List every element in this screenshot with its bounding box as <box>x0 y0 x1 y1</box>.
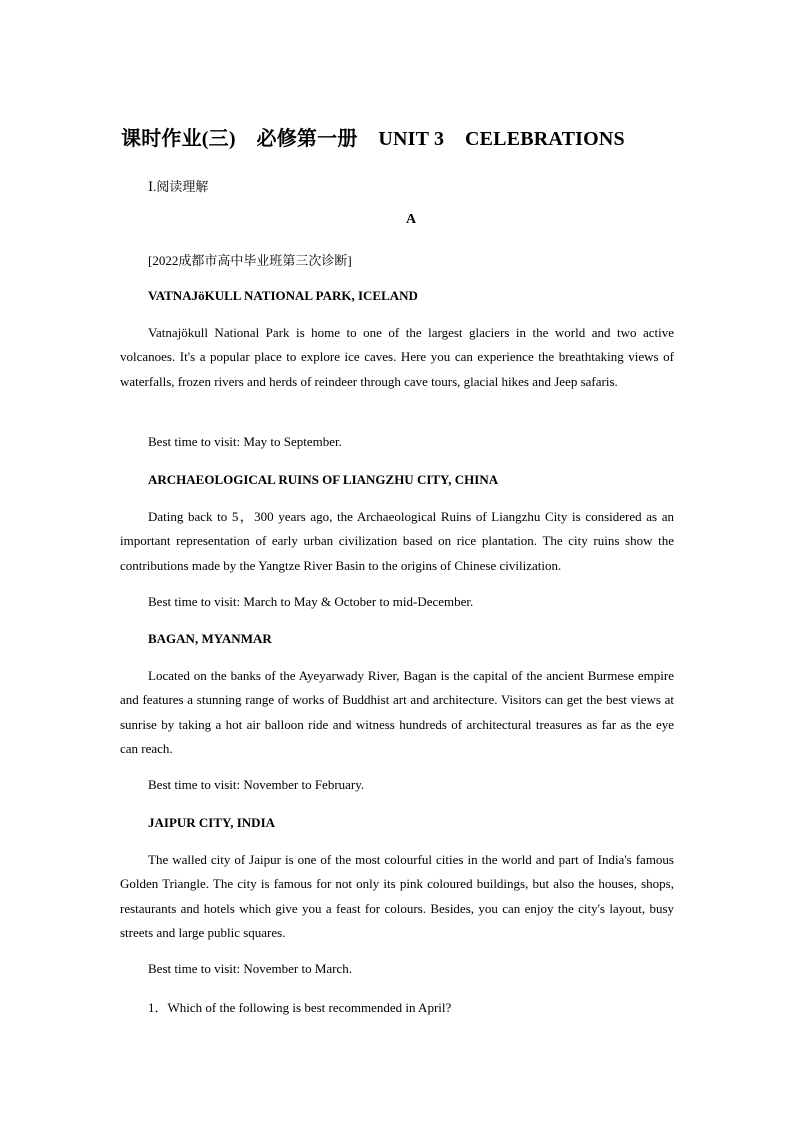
passage-letter: A <box>405 212 417 227</box>
passage-source: [2022成都市高中毕业班第三次诊断] <box>148 253 352 268</box>
place-heading: BAGAN, MYANMAR <box>148 631 272 646</box>
place-heading: JAIPUR CITY, INDIA <box>148 815 276 830</box>
best-time: Best time to visit: March to May & October to mid-December. <box>148 594 474 609</box>
best-time: Best time to visit: November to March. <box>148 961 352 976</box>
best-time: Best time to visit: May to September. <box>148 434 342 449</box>
place-description: Dating back to 5，300 years ago, the Archaeological Ruins of Liangzhu City is considered as an important representation of early urban civilization based on rice plantation. The city ruins show the contributions made by the Yangtze River Basin to the origins of Chinese civilization. <box>120 509 674 573</box>
best-time: Best time to visit: November to February. <box>148 777 365 792</box>
page-title: 课时作业(三) 必修第一册 UNIT 3 CELEBRATIONS <box>121 128 625 150</box>
place-heading: VATNAJöKULL NATIONAL PARK, ICELAND <box>148 288 418 303</box>
question-item: 1．Which of the following is best recommended in April? <box>148 1000 452 1015</box>
place-description: Vatnajökull National Park is home to one of the largest glaciers in the world and two active volcanoes. It's a popular place to explore ice caves. Here you can experience the breathtaking views of waterfalls, frozen rivers and herds of reindeer through cave tours, glacial hikes and Jeep safaris. <box>120 325 674 389</box>
place-description: The walled city of Jaipur is one of the most colourful cities in the world and part of India's famous Golden Triangle. The city is famous for not only its pink coloured buildings, but also the houses, shops, restaurants and hotels which give you a feast for colours. Besides, you can enjoy the city's layout, busy streets and large public squares. <box>120 852 674 940</box>
place-heading: ARCHAEOLOGICAL RUINS OF LIANGZHU CITY, CHINA <box>148 472 499 487</box>
section-label: Ⅰ.阅读理解 <box>148 179 209 194</box>
place-description: Located on the banks of the Ayeyarwady River, Bagan is the capital of the ancient Burmese empire and features a stunning range of works of Buddhist art and architecture. Visitors can get the best views at sunrise by taking a hot air balloon ride and witness hundreds of architectural treasures as far as the eye can reach. <box>120 668 674 756</box>
